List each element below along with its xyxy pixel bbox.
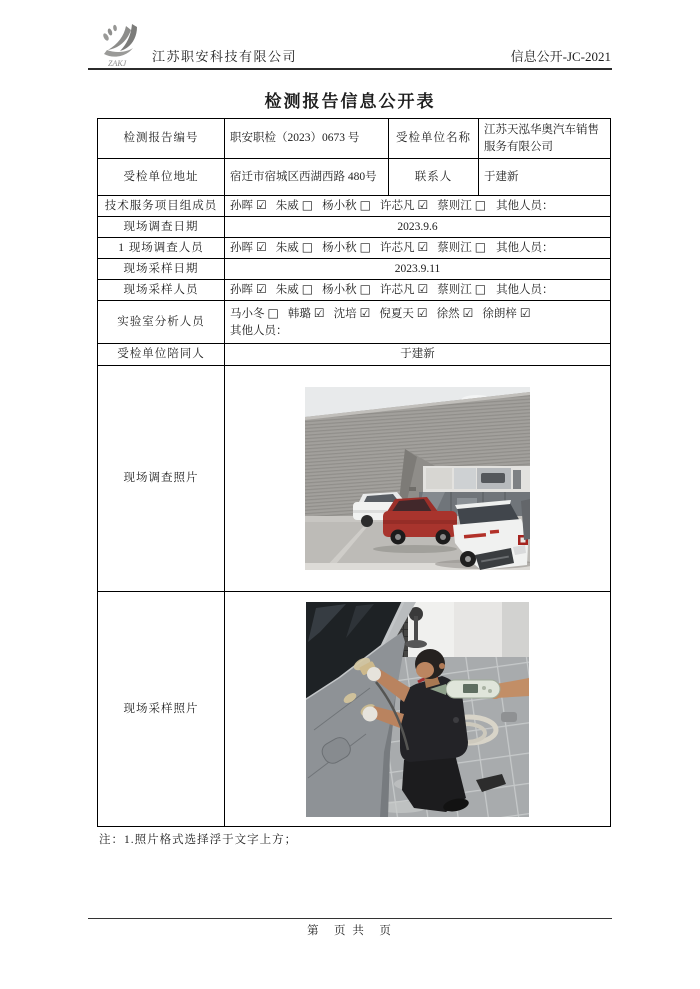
checkbox-unchecked-icon: □ [474,198,487,213]
member-name: 蔡则江 [437,284,472,297]
member-name: 马小冬 [230,307,265,320]
member-checked [230,200,267,212]
table-row [98,259,611,280]
member-name: 蔡则江 [437,200,472,213]
checkbox-checked-icon: ☑ [417,198,429,213]
escort-value: 于建新 [225,344,611,366]
lab-staff-cell [225,301,611,344]
member-unchecked [437,242,486,254]
survey-photo-cell [225,366,611,592]
member-name: 杨小秋 [322,242,357,255]
member-unchecked [276,242,313,254]
checkbox-checked-icon: ☑ [519,305,531,320]
company-name: 江苏职安科技有限公司 [152,49,298,64]
member-unchecked [322,284,371,296]
lab-members-line [230,305,605,323]
member-checked [230,242,267,254]
escort-label: 受检单位陪同人 [98,344,225,366]
page-number-text: 第 页 共 页 [307,925,393,937]
member-checked [379,305,428,320]
document-code: 信息公开-JC-2021 [510,49,611,64]
contact-value: 于建新 [479,159,611,196]
header-divider [88,68,612,70]
checkbox-unchecked-icon: □ [301,282,314,297]
member-unchecked [322,242,371,254]
unit-address-label: 受检单位地址 [98,159,225,196]
unit-name-value: 江苏天泓华奥汽车销售服务有限公司 [479,119,611,159]
survey-date-value: 2023.9.6 [225,217,611,238]
member-name: 孙晖 [230,200,253,213]
member-name: 许芯凡 [379,200,415,213]
checkbox-unchecked-icon: □ [301,198,314,213]
member-name: 沈培 [333,307,357,320]
note-text: 注：1.照片格式选择浮于文字上方； [99,834,298,846]
member-name: 朱威 [275,200,299,213]
survey-staff-label: 1 现场调查人员 [98,238,225,259]
sampling-photo [306,602,529,817]
member-name: 孙晖 [230,284,253,297]
member-checked [380,242,428,254]
member-name: 蔡则江 [437,242,472,255]
checkbox-checked-icon: ☑ [256,282,267,297]
unit-address-value: 宿迁市宿城区西湖西路 480号 [225,159,389,196]
member-name: 朱威 [275,284,299,297]
page-title: 检测报告信息公开表 [264,92,436,111]
sampling-staff-cell [225,280,611,301]
table-row [98,217,611,238]
member-name: 许芯凡 [379,242,415,255]
glove [367,667,381,681]
table-row [98,280,611,301]
member-name: 许芯凡 [379,284,415,297]
member-name: 徐然 [436,307,460,320]
table-row [98,301,611,344]
table-row [98,196,611,217]
checkbox-unchecked-icon: □ [267,305,279,320]
company-logo-icon [95,23,153,69]
table-row [98,119,611,159]
checkbox-unchecked-icon: □ [359,240,371,255]
checkbox-checked-icon: ☑ [416,305,428,320]
table-row [98,238,611,259]
checkbox-checked-icon: ☑ [313,305,325,320]
member-name: 杨小秋 [322,284,357,297]
checkbox-checked-icon: ☑ [417,240,429,255]
member-name: 杨小秋 [322,200,357,213]
member-unchecked [276,284,313,296]
member-name: 孙晖 [230,242,253,255]
survey-other-label: 其他人员： [496,242,554,255]
checkbox-unchecked-icon: □ [474,240,487,255]
checkbox-unchecked-icon: □ [359,282,371,297]
sampling-other-label: 其他人员： [496,284,554,297]
member-name: 徐朗梓 [482,307,517,320]
disclosure-table [97,118,611,827]
member-checked [230,284,267,296]
report-no-label: 检测报告编号 [98,119,225,159]
report-no-value: 职安职检（2023）0673 号 [225,119,389,159]
survey-photo [305,387,530,570]
member-unchecked [322,200,371,212]
member-unchecked [230,305,279,320]
survey-staff-cell [225,238,611,259]
glove [363,706,378,721]
sampling-date-value: 2023.9.11 [225,259,611,280]
member-checked [380,200,428,212]
member-name: 倪夏天 [379,307,414,320]
checkbox-checked-icon: ☑ [256,240,267,255]
checkbox-checked-icon: ☑ [417,282,429,297]
member-checked [333,305,371,320]
footer-divider [88,918,612,919]
member-name: 朱威 [275,242,299,255]
checkbox-checked-icon: ☑ [359,305,371,320]
table-row [98,344,611,366]
survey-date-label: 现场调查日期 [98,217,225,238]
contact-label: 联系人 [389,159,479,196]
checkbox-unchecked-icon: □ [474,282,487,297]
team-other-label: 其他人员： [496,200,554,213]
sampling-photo-label: 现场采样照片 [98,592,225,827]
table-row [98,592,611,827]
survey-photo-label: 现场调查照片 [98,366,225,592]
member-unchecked [437,284,486,296]
member-checked [482,305,531,320]
sampling-date-label: 现场采样日期 [98,259,225,280]
checkbox-unchecked-icon: □ [301,240,314,255]
member-checked [287,305,325,320]
lab-staff-label: 实验室分析人员 [98,301,225,344]
svg-text:ZAKJ: ZAKJ [108,59,127,68]
checkbox-unchecked-icon: □ [359,198,371,213]
team-members-cell [225,196,611,217]
checkbox-checked-icon: ☑ [462,305,474,320]
member-checked [380,284,428,296]
table-row [98,159,611,196]
member-unchecked [276,200,313,212]
table-row [98,366,611,592]
checkbox-checked-icon: ☑ [256,198,267,213]
team-label: 技术服务项目组成员 [98,196,225,217]
member-name: 韩璐 [287,307,311,320]
sampling-photo-cell [225,592,611,827]
sampling-staff-label: 现场采样人员 [98,280,225,301]
unit-name-label: 受检单位名称 [389,119,479,159]
lab-other-label: 其他人员： [230,324,288,337]
member-checked [436,305,474,320]
member-unchecked [437,200,486,212]
